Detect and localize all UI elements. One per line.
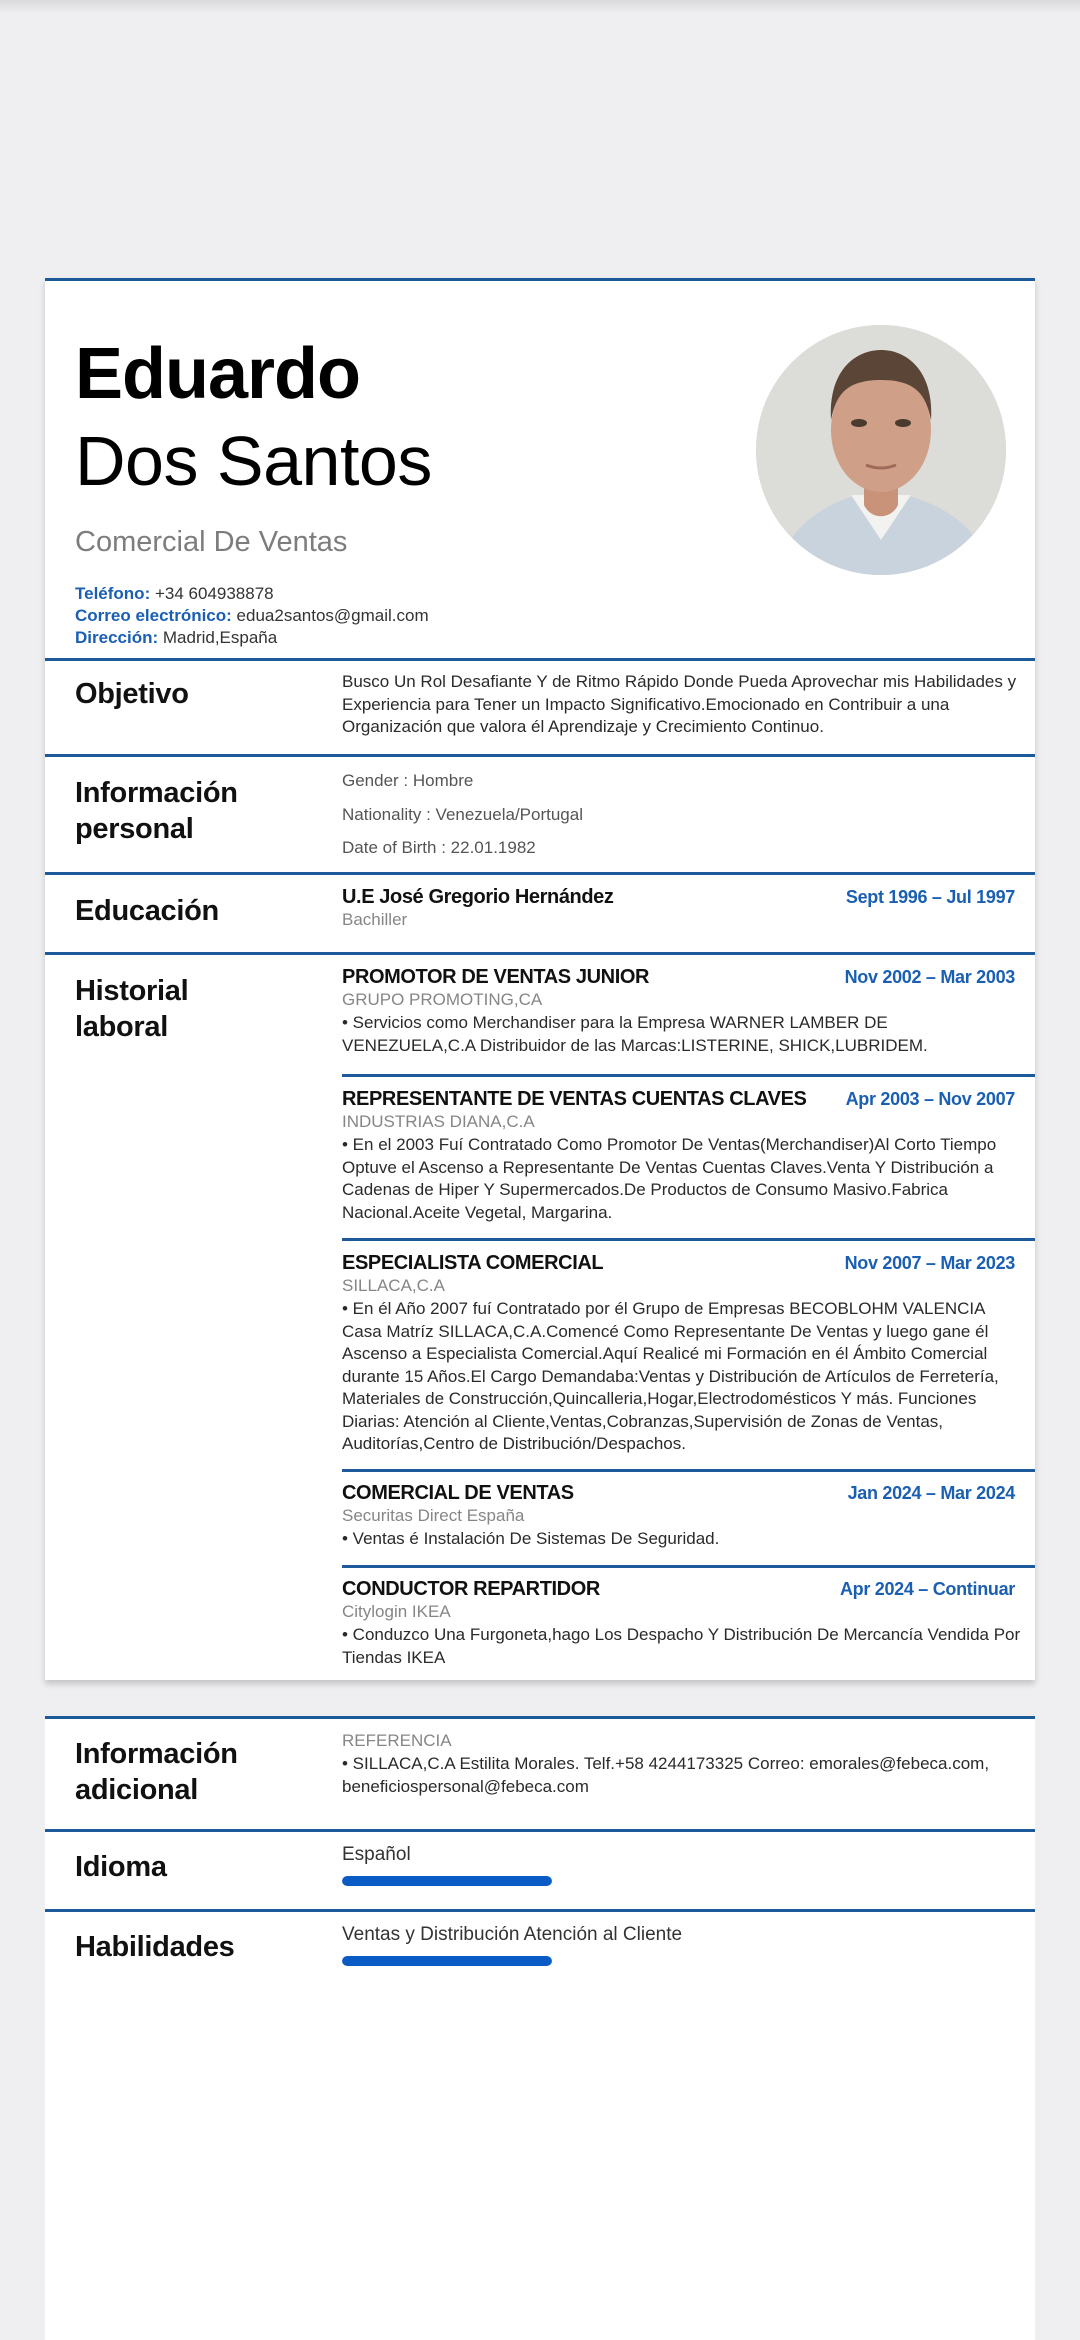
title-line: personal [75, 813, 194, 845]
job-dates: Jan 2024 – Mar 2024 [847, 1483, 1015, 1503]
title-line: Información [75, 777, 238, 809]
language-level-fill [342, 1876, 552, 1886]
entry-divider [342, 1238, 1035, 1241]
language-level-bar [342, 1876, 552, 1886]
additional-title [75, 1736, 238, 1808]
job-role: REPRESENTANTE DE VENTAS CUENTAS CLAVES [342, 1088, 807, 1110]
work-title [75, 973, 188, 1045]
job-dates: Apr 2003 – Nov 2007 [845, 1089, 1015, 1109]
job-dates: Nov 2007 – Mar 2023 [844, 1253, 1015, 1273]
objective-title: Objetivo [75, 678, 189, 710]
personal-title [75, 775, 238, 847]
first-name: Eduardo [75, 334, 361, 414]
job-role: PROMOTOR DE VENTAS JUNIOR [342, 966, 650, 988]
title-line: Historial [75, 975, 189, 1007]
contact-phone [75, 585, 274, 602]
job-role: COMERCIAL DE VENTAS [342, 1482, 574, 1504]
contact-address [75, 629, 277, 646]
top-rule [45, 278, 1035, 281]
address-value: Madrid,España [162, 628, 278, 647]
status-shadow [0, 0, 1080, 14]
entry-divider [342, 1074, 1035, 1077]
title-line: adicional [75, 1774, 198, 1806]
section-rule [45, 952, 1035, 955]
section-rule [45, 658, 1035, 661]
resume-page-2 [45, 1716, 1035, 2340]
reference-text: • SILLACA,C.A Estilita Morales. Telf.+58 4244173325 Correo: emorales@febeca.com, beneficiospersonal@febeca.com [342, 1754, 990, 1796]
personal-item: Nationality : Venezuela/Portugal [342, 805, 583, 824]
job-description: • En él Año 2007 fuí Contratado por él Grupo de Empresas BECOBLOHM VALENCIA Casa Matríz SILLACA,C.A.Comencé Como Representante De Ventas y luego gane él Ascenso a Especialista Comercial.Aquí Realicé mi Formación en él Ámbito Comercial durante 15 Años.El Cargo Demandaba:Ventas y Distribución de Artículos de Ferretería, Materiales de Construcción,Quincalleria,Hogar,Electrodomésticos Y más. Funciones Diarias: Atención al Cliente,Ventas,Cobranzas,Supervisión de Zonas de Ventas, Auditorías,Centro de Distribución/Despachos. [342, 1299, 999, 1453]
education-title: Educación [75, 895, 219, 927]
job-role: CONDUCTOR REPARTIDOR [342, 1578, 600, 1600]
resume-page-1 [45, 278, 1035, 1680]
job-description: • En el 2003 Fuí Contratado Como Promotor De Ventas(Merchandiser)Al Corto Tiempo Optuve el Ascenso a Representante De Ventas Cuentas Claves.Venta Y Distribución a Cadenas de Hiper Y Supermercados.De Productos de Consumo Masivo.Fabrica Nacional.Aceite Vegetal, Margarina. [342, 1135, 997, 1222]
job-dates: Apr 2024 – Continuar [839, 1579, 1015, 1599]
job-company: GRUPO PROMOTING,CA [342, 990, 543, 1009]
last-name: Dos Santos [75, 422, 432, 500]
job-company: INDUSTRIAS DIANA,C.A [342, 1112, 535, 1131]
section-rule [45, 1909, 1035, 1912]
language-name: Español [342, 1844, 411, 1865]
section-rule [45, 872, 1035, 875]
personal-item: Date of Birth : 22.01.1982 [342, 838, 536, 857]
job-company: Citylogin IKEA [342, 1602, 451, 1621]
contact-email [75, 607, 429, 624]
degree-name: Bachiller [342, 910, 408, 929]
job-company: SILLACA,C.A [342, 1276, 445, 1295]
title-line: Información [75, 1738, 238, 1770]
entry-divider [342, 1469, 1035, 1472]
phone-value[interactable]: +34 604938878 [154, 584, 274, 603]
contact-label: Dirección: [75, 628, 159, 647]
language-title: Idioma [75, 1851, 167, 1883]
title-line: laboral [75, 1011, 168, 1043]
job-description: • Servicios como Merchandiser para la Empresa WARNER LAMBER DE VENEZUELA,C.A Distribuidor de las Marcas:LISTERINE, SHICK,LUBRIDEM. [342, 1013, 928, 1055]
job-company: Securitas Direct España [342, 1506, 525, 1525]
job-description: • Conduzco Una Furgoneta,hago Los Despacho Y Distribución De Mercancía Vendida Por Tiendas IKEA [342, 1625, 1021, 1667]
person-photo-icon [756, 325, 1006, 575]
job-title: Comercial De Ventas [75, 526, 348, 558]
section-rule [45, 1716, 1035, 1719]
personal-item: Gender : Hombre [342, 771, 474, 790]
education-dates: Sept 1996 – Jul 1997 [845, 887, 1015, 907]
section-rule [45, 754, 1035, 757]
contact-label: Teléfono: [75, 584, 151, 603]
entry-divider [342, 1565, 1035, 1568]
skill-level-fill [342, 1956, 552, 1966]
skill-name: Ventas y Distribución Atención al Cliente [342, 1924, 683, 1945]
skills-title: Habilidades [75, 1931, 235, 1963]
job-dates: Nov 2002 – Mar 2003 [844, 967, 1015, 987]
profile-photo [756, 325, 1006, 575]
job-description: • Ventas é Instalación De Sistemas De Seguridad. [342, 1529, 720, 1548]
job-role: ESPECIALISTA COMERCIAL [342, 1252, 604, 1274]
section-rule [45, 1829, 1035, 1832]
school-name: U.E José Gregorio Hernández [342, 886, 614, 908]
reference-subtitle: REFERENCIA [342, 1731, 452, 1750]
contact-label: Correo electrónico: [75, 606, 232, 625]
objective-text: Busco Un Rol Desafiante Y de Ritmo Rápido Donde Pueda Aprovechar mis Habilidades y Experiencia para Tener un Impacto Significativo.Emocionado en Contribuir a una Organización que valora él Aprendizaje y Crecimiento Continuo. [342, 672, 1017, 736]
skill-level-bar [342, 1956, 552, 1966]
email-value[interactable]: edua2santos@gmail.com [236, 606, 429, 625]
